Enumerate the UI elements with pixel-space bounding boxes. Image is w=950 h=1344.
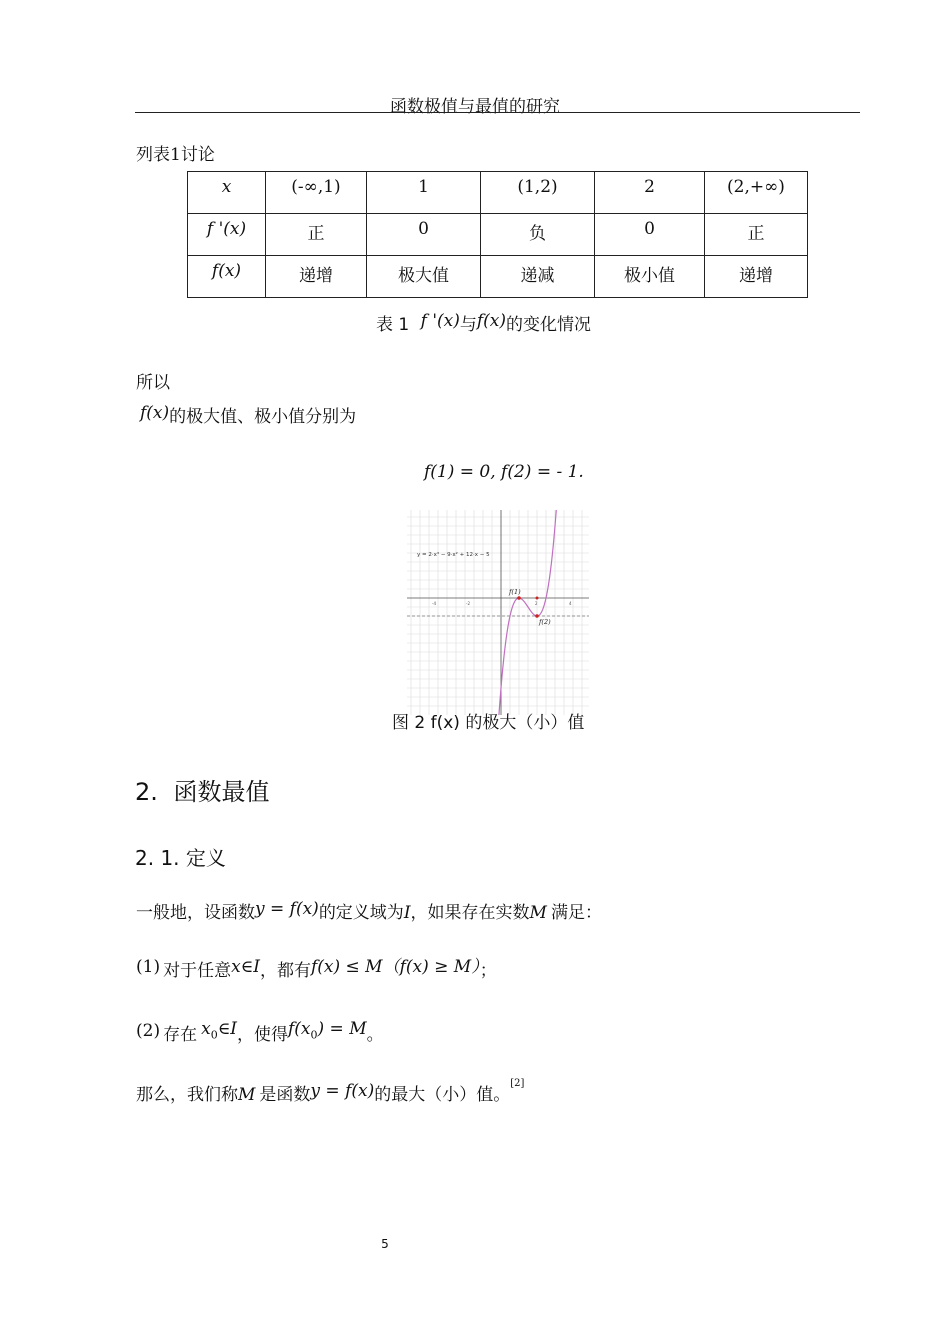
math-fx0-eq bbox=[288, 1019, 367, 1042]
table-cell: 负 bbox=[481, 214, 595, 256]
graph-grid bbox=[407, 510, 589, 715]
running-header: 函数极值与最值的研究 bbox=[390, 97, 560, 117]
function-graph bbox=[407, 510, 589, 715]
label-f2: f(2) bbox=[539, 618, 551, 626]
table-cell: f '(x) bbox=[188, 214, 266, 256]
table-row bbox=[188, 214, 808, 256]
axis-tick-label: 2 bbox=[535, 601, 538, 606]
subscript: 0 bbox=[210, 1028, 218, 1042]
table-cell: (-∞,1) bbox=[266, 172, 367, 214]
fx-symbol: f(x) bbox=[140, 403, 170, 423]
table-cell: 0 bbox=[595, 214, 705, 256]
subsection-heading bbox=[135, 842, 226, 871]
table-cell: (2,+∞) bbox=[705, 172, 808, 214]
table-cell: 1 bbox=[367, 172, 481, 214]
table-row bbox=[188, 172, 808, 214]
so-text: 所以 bbox=[136, 373, 170, 393]
math-M: M bbox=[529, 903, 547, 923]
table-cell: 0 bbox=[367, 214, 481, 256]
math-yfx: y = f(x) bbox=[310, 1081, 375, 1101]
subsection-number: 2. 1. bbox=[135, 846, 180, 870]
caption-fx: f(x) bbox=[476, 311, 507, 331]
text-run: 存在 bbox=[163, 1025, 198, 1045]
text-run: ，如果存在实数 bbox=[410, 903, 530, 923]
cond-number: (2) bbox=[136, 1021, 161, 1041]
table-cell: 递增 bbox=[266, 256, 367, 298]
text-run: 对于任意 bbox=[163, 961, 232, 981]
caption-conj: 与 bbox=[459, 315, 477, 335]
subscript: 0 bbox=[310, 1028, 318, 1042]
table-cell: 递减 bbox=[481, 256, 595, 298]
math-in-I: ∈I bbox=[217, 1019, 237, 1039]
max-point bbox=[517, 596, 521, 600]
math-ineq: f(x) ≤ M bbox=[310, 957, 383, 977]
text-run: 那么，我们称 bbox=[136, 1085, 238, 1105]
table-cell: f(x) bbox=[188, 256, 266, 298]
table-cell: (1,2) bbox=[481, 172, 595, 214]
table-cell: 极小值 bbox=[595, 256, 705, 298]
table-cell: 正 bbox=[705, 214, 808, 256]
math-M: M bbox=[238, 1085, 256, 1105]
header-rule bbox=[135, 112, 860, 113]
section-number: 2. bbox=[135, 778, 158, 806]
text-run: ，都有 bbox=[259, 961, 311, 981]
variation-table bbox=[187, 171, 808, 298]
section-heading bbox=[135, 772, 270, 807]
table-caption bbox=[376, 310, 591, 335]
definition-intro bbox=[136, 898, 602, 923]
conclusion bbox=[136, 1080, 524, 1105]
text-run: ； bbox=[479, 961, 497, 981]
table-row bbox=[188, 256, 808, 298]
math-f-open: f(x bbox=[288, 1019, 311, 1039]
citation-ref[interactable]: [2] bbox=[510, 1078, 525, 1089]
math-x: x bbox=[201, 1019, 211, 1039]
math-x-in-I: x∈I bbox=[231, 957, 260, 977]
math-x0-in-I bbox=[201, 1019, 237, 1042]
page-number: 5 bbox=[381, 1237, 389, 1251]
text-run: 。 bbox=[366, 1025, 384, 1045]
cond-number: (1) bbox=[136, 957, 161, 977]
axis-tick-label: -2 bbox=[466, 601, 470, 606]
math-I: I bbox=[403, 903, 411, 923]
table-cell: x bbox=[188, 172, 266, 214]
text-run: 满足： bbox=[550, 903, 602, 923]
table-cell: 极大值 bbox=[367, 256, 481, 298]
caption-fprime: f '(x) bbox=[420, 311, 460, 331]
axis-tick-label: 4 bbox=[569, 601, 572, 606]
condition-1 bbox=[136, 956, 497, 981]
text-run: 的定义域为 bbox=[318, 903, 404, 923]
extrema-sentence bbox=[140, 402, 356, 427]
axis-tick-label: -4 bbox=[432, 601, 436, 606]
extrema-equation: f(1) = 0, f(2) = - 1. bbox=[424, 462, 584, 482]
table-cell: 2 bbox=[595, 172, 705, 214]
figure-caption: 图 2 f(x) 的极大（小）值 bbox=[392, 713, 585, 733]
text-run: 的最大（小）值。 bbox=[374, 1085, 511, 1105]
subsection-title: 定义 bbox=[185, 846, 226, 870]
caption-suffix: 的变化情况 bbox=[506, 315, 592, 335]
math-ineq-alt: （f(x) ≥ M） bbox=[382, 957, 480, 977]
condition-2 bbox=[136, 1020, 384, 1047]
caption-prefix: 表 1 bbox=[376, 315, 410, 335]
graph-formula: y = 2·x³ − 9·x² + 12·x − 5 bbox=[417, 552, 490, 558]
table-cell: 正 bbox=[266, 214, 367, 256]
extrema-text: 的极大值、极小值分别为 bbox=[169, 407, 357, 427]
table-cell: 递增 bbox=[705, 256, 808, 298]
text-run: ，使得 bbox=[237, 1025, 288, 1045]
text-run: 是函数 bbox=[259, 1085, 311, 1105]
math-yfx: y = f(x) bbox=[255, 899, 319, 919]
list-intro: 列表1讨论 bbox=[136, 145, 215, 165]
label-f1: f(1) bbox=[509, 588, 521, 596]
axis-point bbox=[536, 597, 539, 600]
math-eq-M: ) = M bbox=[317, 1019, 367, 1039]
section-title: 函数最值 bbox=[173, 778, 270, 806]
function-curve bbox=[499, 510, 557, 715]
text-run: 一般地，设函数 bbox=[136, 903, 255, 923]
